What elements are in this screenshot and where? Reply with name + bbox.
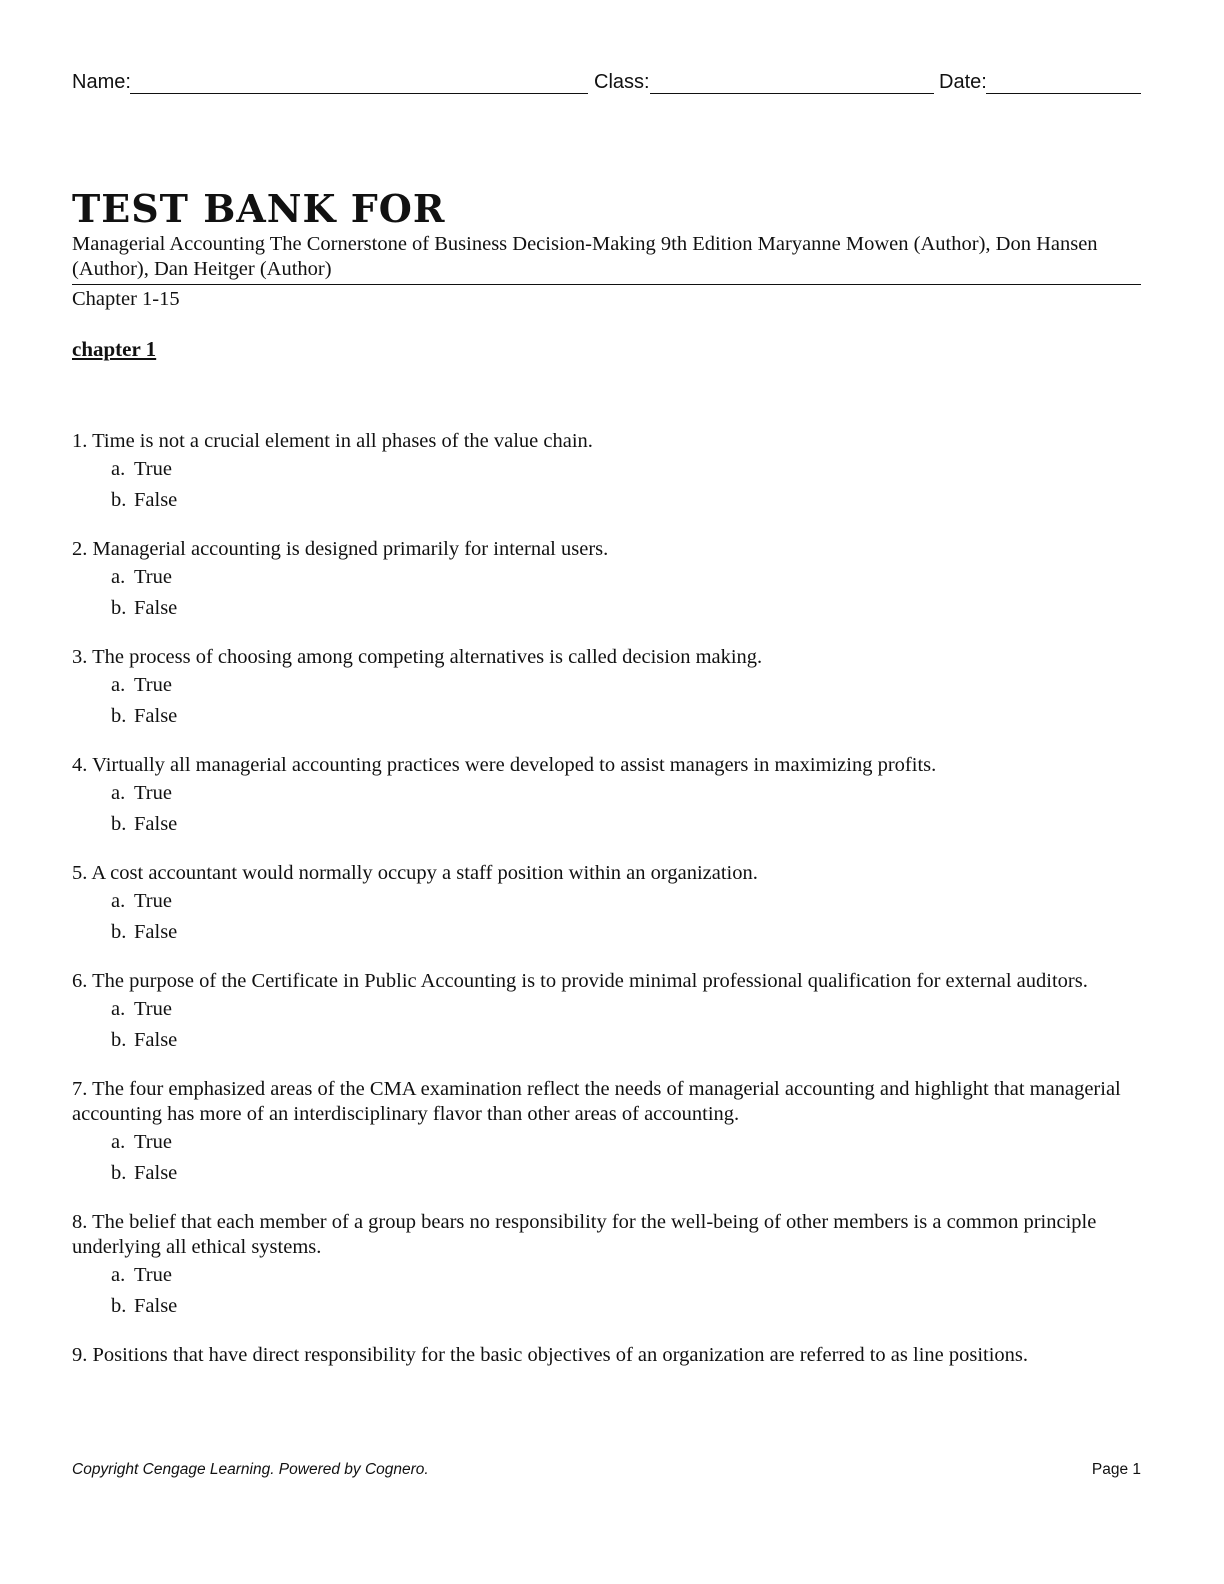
option-label: False <box>134 812 178 835</box>
question-item <box>72 645 1141 731</box>
answer-option <box>72 1025 1141 1056</box>
footer-copyright: Copyright Cengage Learning. Powered by Cognero. <box>72 1461 429 1478</box>
answer-option <box>72 485 1141 516</box>
date-blank-line <box>986 93 1141 94</box>
question-text: 5. A cost accountant would normally occupy a staff position within an organization. <box>72 862 758 884</box>
book-subtitle: Managerial Accounting The Cornerstone of Business Decision-Making 9th Edition Maryanne Mowen (Author), Don Hansen (Author), Dan Heitger (Author) <box>72 233 1098 280</box>
question-list <box>72 429 1141 1390</box>
question-text: 7. The four emphasized areas of the CMA examination reflect the needs of managerial accounting and highlight that managerial accounting has more of an interdisciplinary flavor than other areas of accounting. <box>72 1078 1121 1125</box>
option-letter: b. <box>111 1161 127 1184</box>
option-label: False <box>134 1028 178 1051</box>
answer-option <box>72 1127 1141 1158</box>
option-label: False <box>134 488 178 511</box>
date-label: Date: <box>939 71 987 93</box>
answer-option <box>72 809 1141 840</box>
question-item <box>72 1210 1141 1321</box>
option-letter: b. <box>111 812 127 835</box>
question-item <box>72 969 1141 1055</box>
option-label: True <box>134 782 172 804</box>
option-label: True <box>134 890 172 912</box>
option-letter: b. <box>111 596 127 619</box>
option-letter: a. <box>111 782 126 804</box>
answer-option <box>72 994 1141 1025</box>
option-letter: b. <box>111 1294 127 1317</box>
question-item <box>72 429 1141 515</box>
question-item <box>72 753 1141 839</box>
option-letter: a. <box>111 566 126 588</box>
title-divider <box>72 284 1141 285</box>
document-page <box>72 0 1141 1584</box>
student-info-fields <box>72 70 1141 96</box>
answer-option <box>72 1260 1141 1291</box>
question-item <box>72 1343 1141 1368</box>
answer-option <box>72 778 1141 809</box>
question-item <box>72 1077 1141 1188</box>
option-label: True <box>134 674 172 696</box>
question-item <box>72 537 1141 623</box>
question-text: 9. Positions that have direct responsibility for the basic objectives of an organization are referred to as line positions. <box>72 1344 1029 1366</box>
answer-option <box>72 593 1141 624</box>
answer-option <box>72 1291 1141 1322</box>
answer-option <box>72 454 1141 485</box>
name-blank-line <box>130 93 588 94</box>
answer-option <box>72 701 1141 732</box>
option-letter: a. <box>111 674 126 696</box>
option-letter: b. <box>111 704 127 727</box>
option-label: True <box>134 1264 172 1286</box>
option-label: True <box>134 566 172 588</box>
answer-option <box>72 670 1141 701</box>
option-letter: b. <box>111 920 127 943</box>
page-title: TEST BANK FOR <box>72 186 446 231</box>
option-label: False <box>134 920 178 943</box>
class-label: Class: <box>594 71 650 93</box>
question-text: 8. The belief that each member of a group bears no responsibility for the well-being of other members is a common principle underlying all ethical systems. <box>72 1211 1097 1258</box>
question-text: 3. The process of choosing among competing alternatives is called decision making. <box>72 646 763 668</box>
answer-option <box>72 917 1141 948</box>
chapter-heading: chapter 1 <box>72 337 157 361</box>
answer-option <box>72 562 1141 593</box>
answer-option <box>72 1158 1141 1189</box>
option-letter: a. <box>111 458 126 480</box>
option-label: False <box>134 596 178 619</box>
question-text: 6. The purpose of the Certificate in Public Accounting is to provide minimal professional qualification for external auditors. <box>72 970 1088 992</box>
option-letter: a. <box>111 998 126 1020</box>
option-label: True <box>134 998 172 1020</box>
option-label: False <box>134 1161 178 1184</box>
option-letter: a. <box>111 890 126 912</box>
option-letter: b. <box>111 488 127 511</box>
question-item <box>72 861 1141 947</box>
option-letter: b. <box>111 1028 127 1051</box>
answer-option <box>72 886 1141 917</box>
question-text: 2. Managerial accounting is designed primarily for internal users. <box>72 538 609 560</box>
option-letter: a. <box>111 1131 126 1153</box>
question-text: 4. Virtually all managerial accounting practices were developed to assist managers in maximizing profits. <box>72 754 937 776</box>
option-label: False <box>134 704 178 727</box>
option-label: True <box>134 458 172 480</box>
footer-page-number: Page 1 <box>1091 1461 1141 1478</box>
name-label: Name: <box>72 71 131 93</box>
option-letter: a. <box>111 1264 126 1286</box>
option-label: False <box>134 1294 178 1317</box>
chapter-range: Chapter 1-15 <box>72 288 180 310</box>
class-blank-line <box>650 93 934 94</box>
question-text: 1. Time is not a crucial element in all phases of the value chain. <box>72 430 593 452</box>
option-label: True <box>134 1131 172 1153</box>
